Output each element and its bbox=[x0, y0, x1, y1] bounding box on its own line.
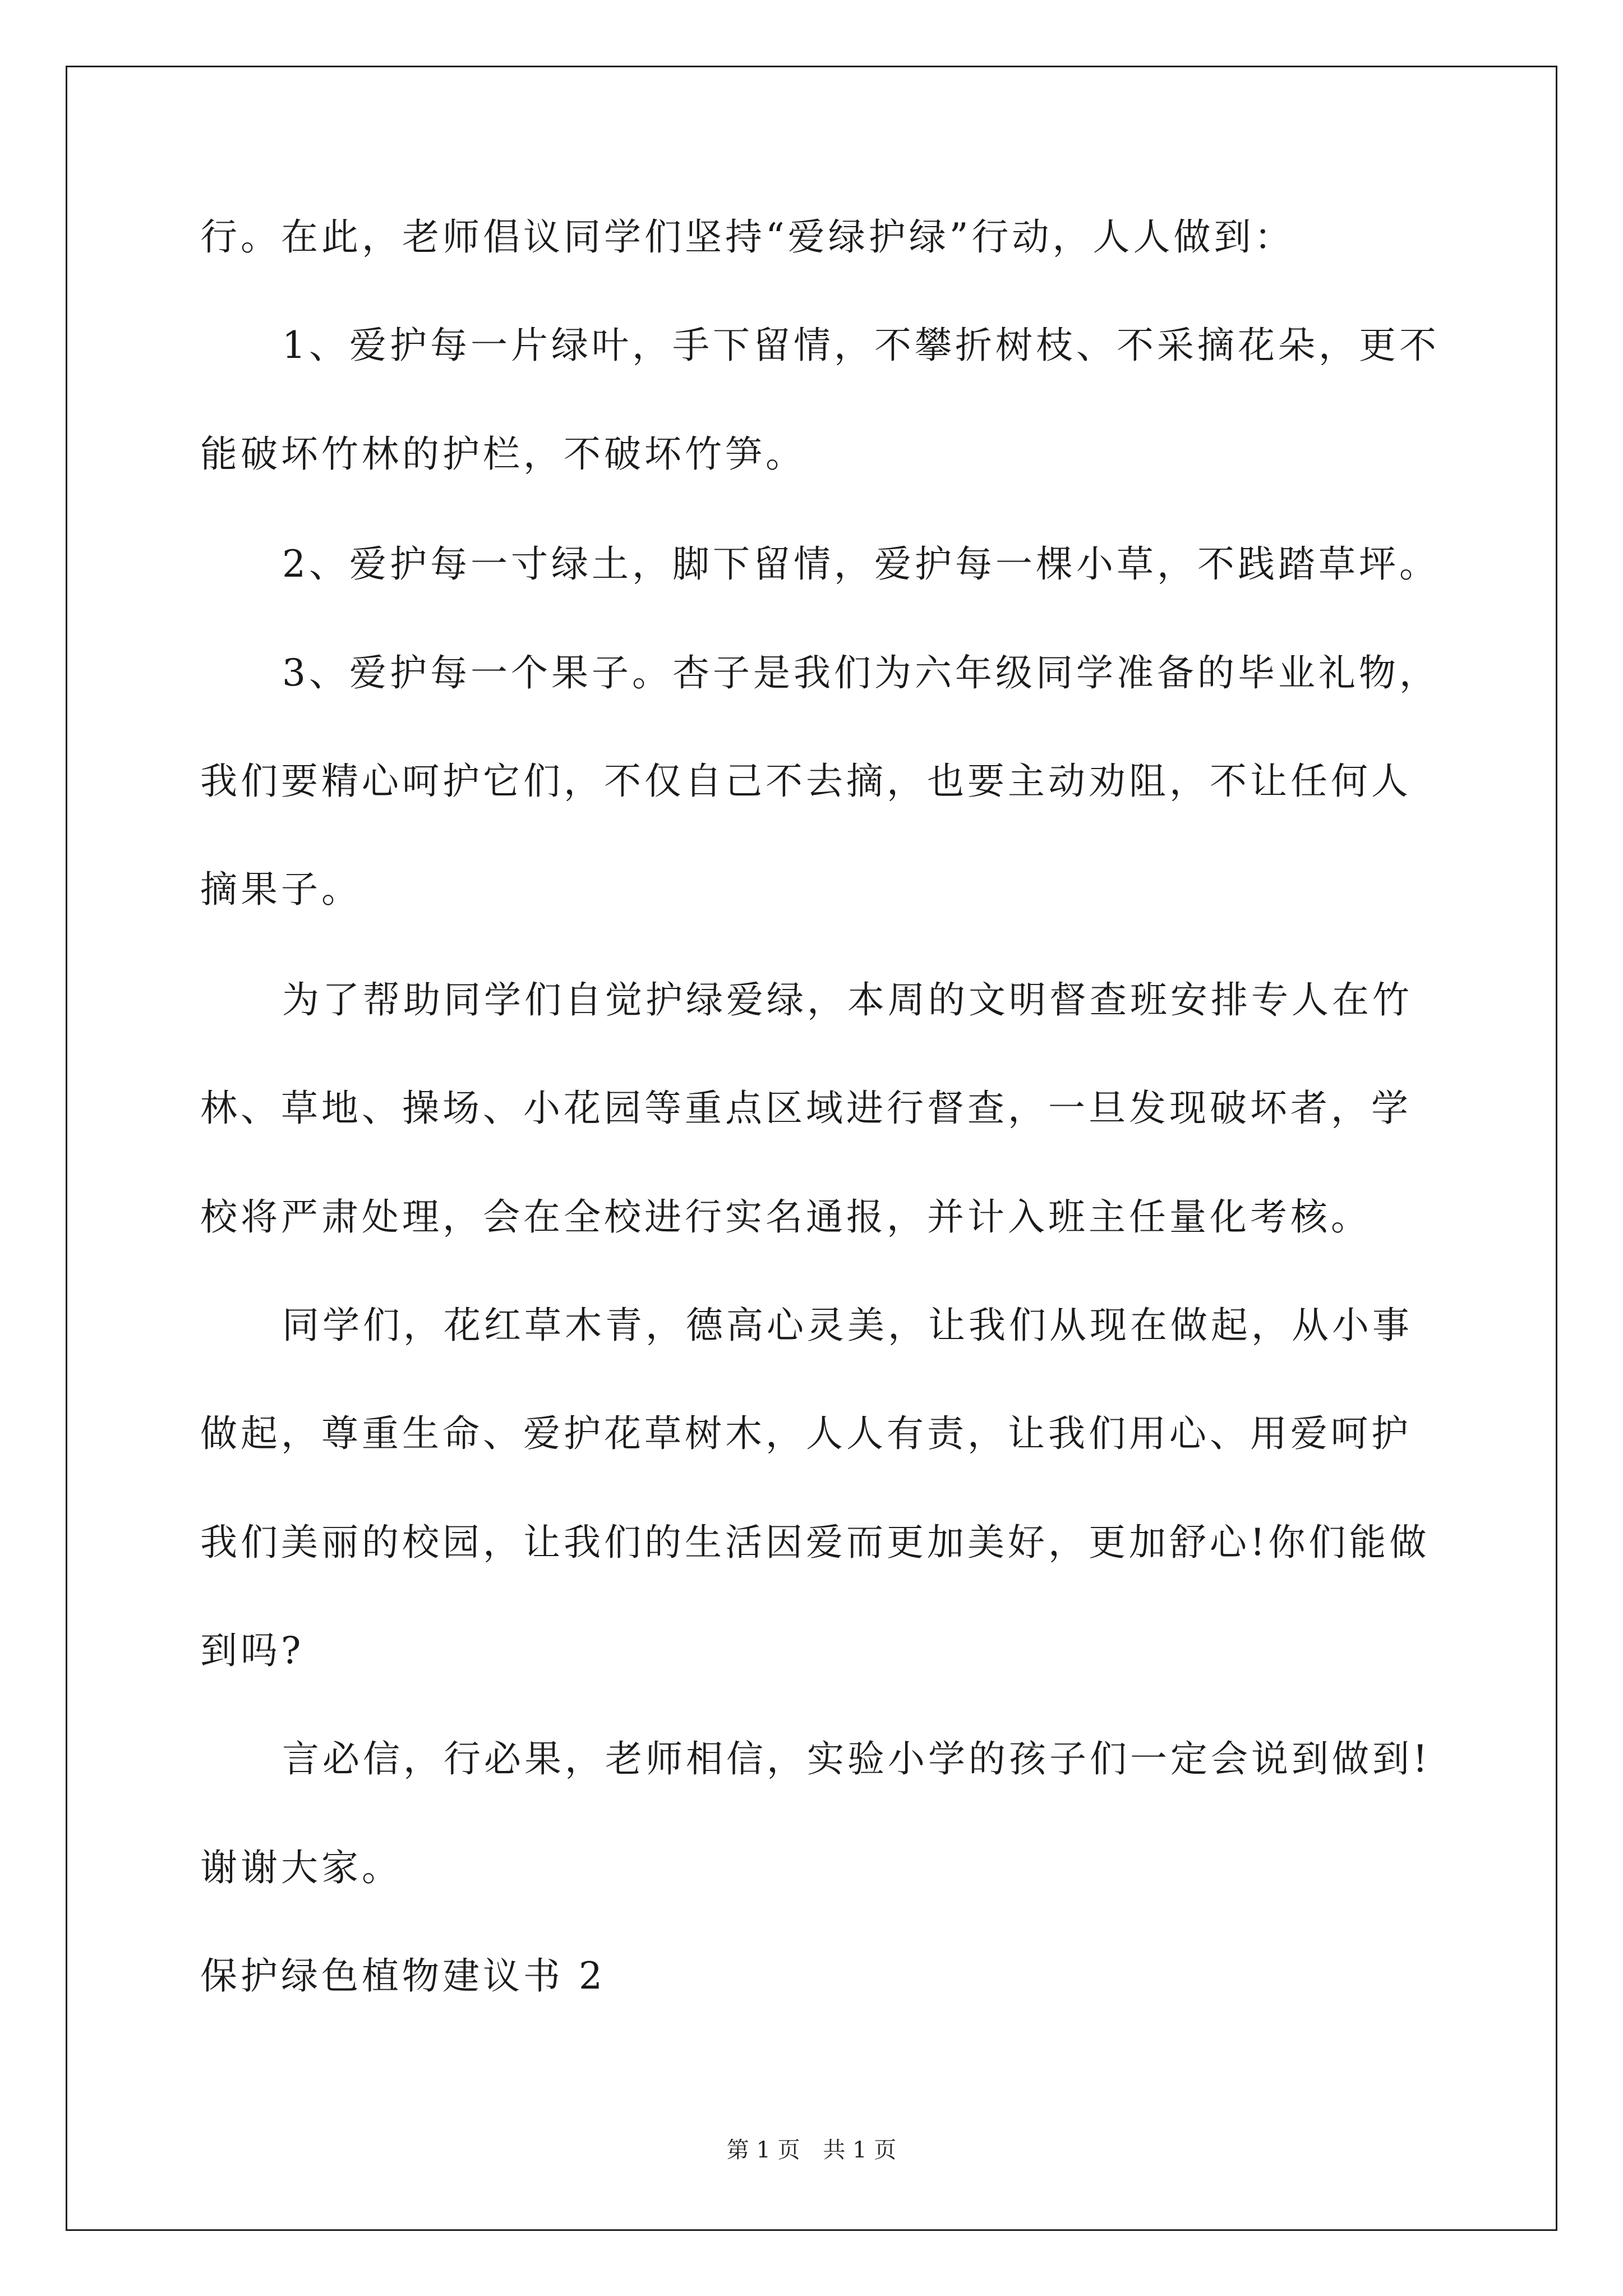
text-line: 谢谢大家。 bbox=[200, 1846, 402, 1889]
text-line: 我们要精心呵护它们，不仅自己不去摘，也要主动劝阻，不让任何人 bbox=[200, 760, 1412, 803]
text-line: 摘果子。 bbox=[200, 868, 362, 911]
paragraph-start: 言必信，行必果，老师相信，实验小学的孩子们一定会说到做到! bbox=[282, 1737, 1431, 1780]
text-line: 做起，尊重生命、爱护花草树木，人人有责，让我们用心、用爱呵护 bbox=[200, 1412, 1412, 1455]
list-item-3: 3、爱护每一个果子。杏子是我们为六年级同学准备的毕业礼物， bbox=[282, 651, 1440, 694]
page-frame bbox=[66, 66, 1557, 2231]
text-line: 能破坏竹林的护栏，不破坏竹笋。 bbox=[200, 432, 806, 476]
list-item-1: 1、爱护每一片绿叶，手下留情，不攀折树枝、不采摘花朵，更不 bbox=[282, 324, 1440, 367]
page-footer bbox=[0, 2136, 1623, 2164]
page-total: 共 1 页 bbox=[823, 2137, 897, 2163]
list-item-2: 2、爱护每一寸绿土，脚下留情，爱护每一棵小草，不践踏草坪。 bbox=[282, 542, 1440, 586]
text-line: 行。在此，老师倡议同学们坚持“爱绿护绿”行动，人人做到： bbox=[200, 215, 1295, 259]
text-line: 我们美丽的校园，让我们的生活因爱而更加美好，更加舒心!你们能做 bbox=[200, 1521, 1430, 1564]
paragraph-start: 为了帮助同学们自觉护绿爱绿，本周的文明督查班安排专人在竹 bbox=[282, 978, 1413, 1022]
section-heading: 保护绿色植物建议书 2 bbox=[200, 1954, 606, 1998]
text-line: 林、草地、操场、小花园等重点区域进行督查，一旦发现破坏者，学 bbox=[200, 1087, 1412, 1130]
paragraph-start: 同学们，花红草木青，德高心灵美，让我们从现在做起，从小事 bbox=[282, 1304, 1413, 1347]
text-line: 校将严肃处理，会在全校进行实名通报，并计入班主任量化考核。 bbox=[200, 1195, 1371, 1239]
page-number: 第 1 页 bbox=[726, 2137, 800, 2163]
text-line: 到吗? bbox=[200, 1629, 305, 1672]
